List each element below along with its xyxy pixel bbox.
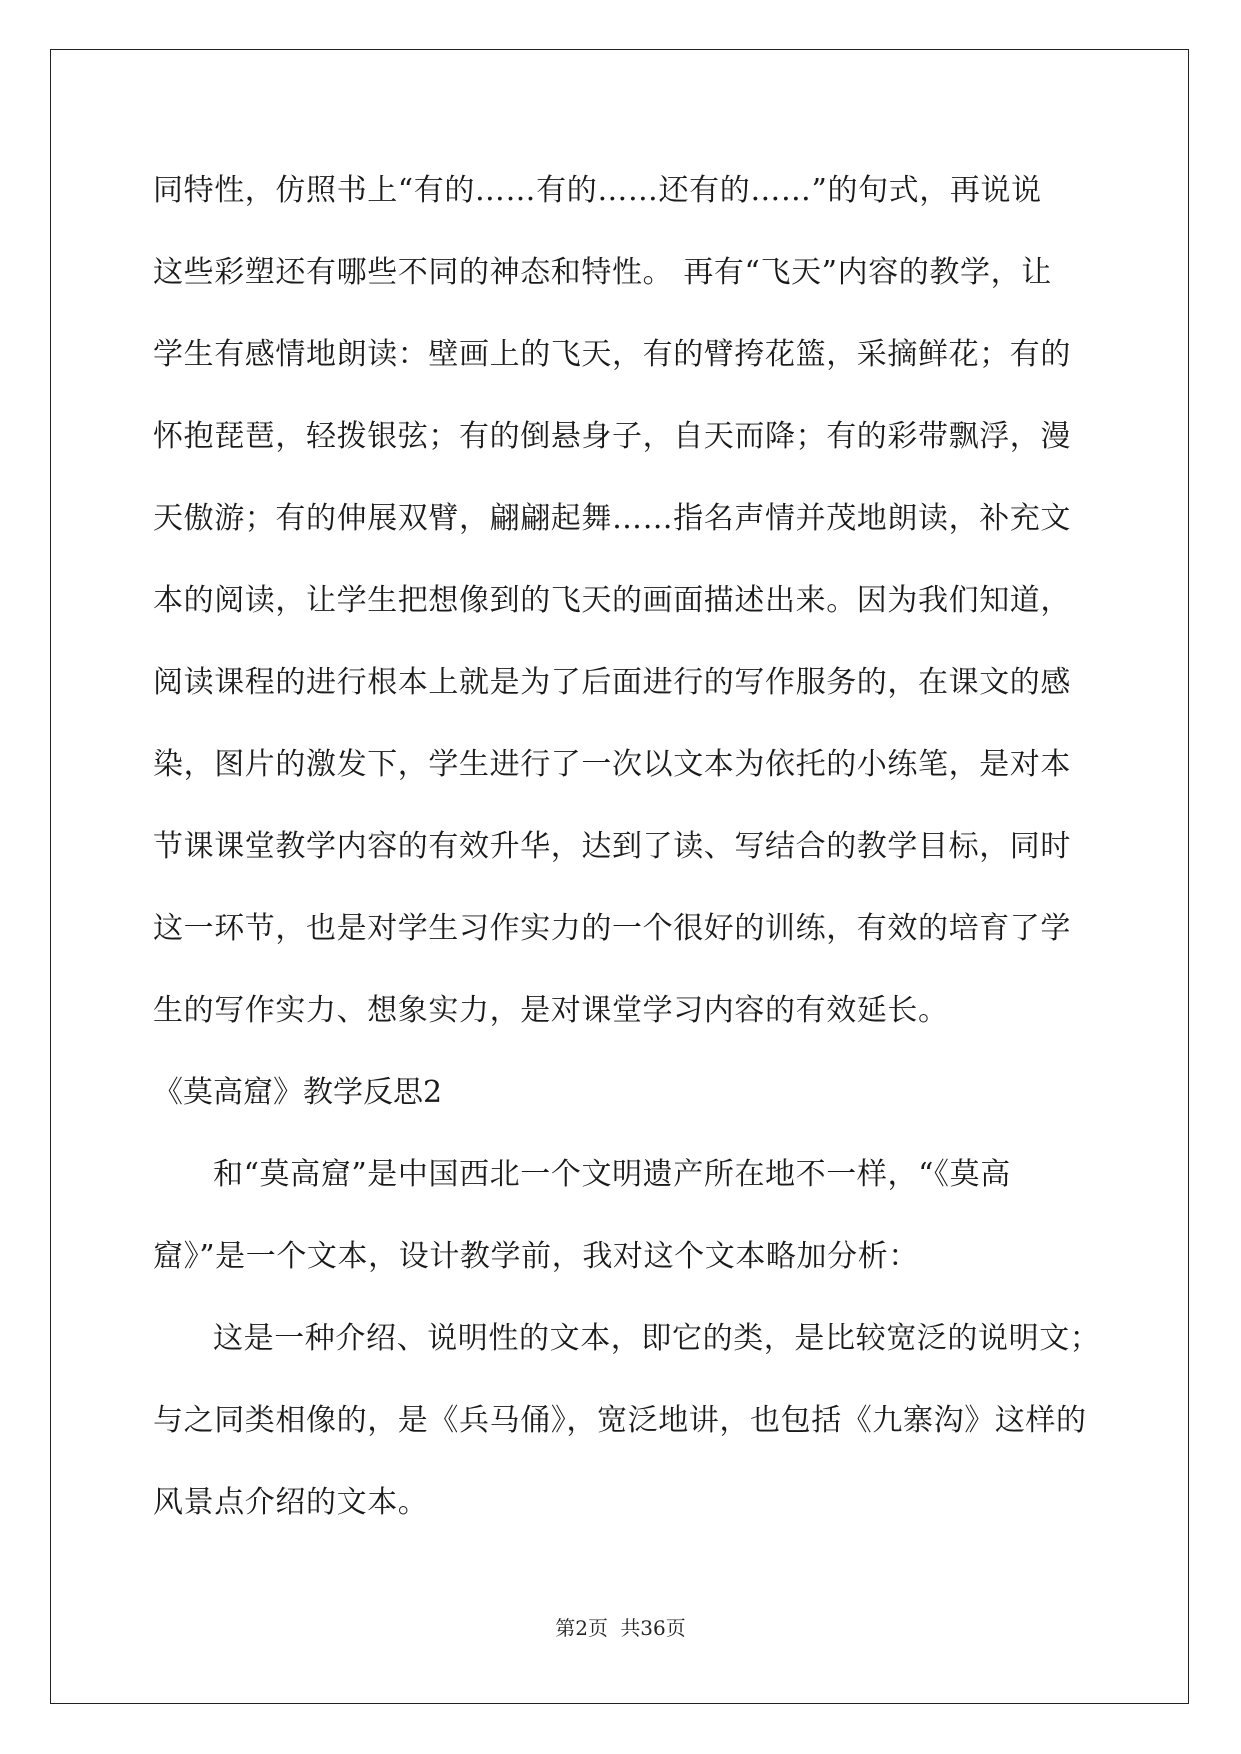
body-line: 怀抱琵琶，轻拨银弦；有的倒悬身子，自天而降；有的彩带飘浮，漫 [153,419,1071,454]
paragraph-2-line-2: 窟》”是一个文本，设计教学前，我对这个文本略加分析： [153,1239,919,1274]
body-line: 这些彩塑还有哪些不同的神态和特性。 再有“飞天”内容的教学，让 [153,255,1052,290]
paragraph-3-line-2: 与之同类相像的，是《兵马俑》，宽泛地讲，也包括《九寨沟》这样的 [153,1403,1087,1438]
document-body [153,150,1101,1544]
body-line: 染，图片的激发下，学生进行了一次以文本为依托的小练笔，是对本 [153,747,1071,782]
section-heading: 《莫高窟》教学反思2 [153,1075,443,1110]
body-line: 这一环节，也是对学生习作实力的一个很好的训练，有效的培育了学 [153,911,1071,946]
paragraph-3-line-3: 风景点介绍的文本。 [153,1485,429,1520]
body-line: 天傲游；有的伸展双臂，翩翩起舞……指名声情并茂地朗读，补充文 [153,501,1071,536]
total-pages: 共36页 [620,1616,686,1640]
page-number: 第2页 [555,1616,608,1640]
paragraph-3-line-1: 这是一种介绍、说明性的文本，即它的类，是比较宽泛的说明文； [213,1321,1101,1356]
body-line: 本的阅读，让学生把想像到的飞天的画面描述出来。因为我们知道， [153,583,1071,618]
body-line: 同特性，仿照书上“有的……有的……还有的……”的句式，再说说 [153,173,1042,208]
body-line: 阅读课程的进行根本上就是为了后面进行的写作服务的，在课文的感 [153,665,1071,700]
body-line: 节课课堂教学内容的有效升华，达到了读、写结合的教学目标，同时 [153,829,1071,864]
page-footer [0,1612,1241,1641]
body-line: 生的写作实力、想象实力，是对课堂学习内容的有效延长。 [153,993,949,1028]
body-line: 学生有感情地朗读：壁画上的飞天，有的臂挎花篮，采摘鲜花；有的 [153,337,1071,372]
paragraph-2-line-1: 和“莫高窟”是中国西北一个文明遗产所在地不一样，“《莫高 [213,1157,1011,1192]
